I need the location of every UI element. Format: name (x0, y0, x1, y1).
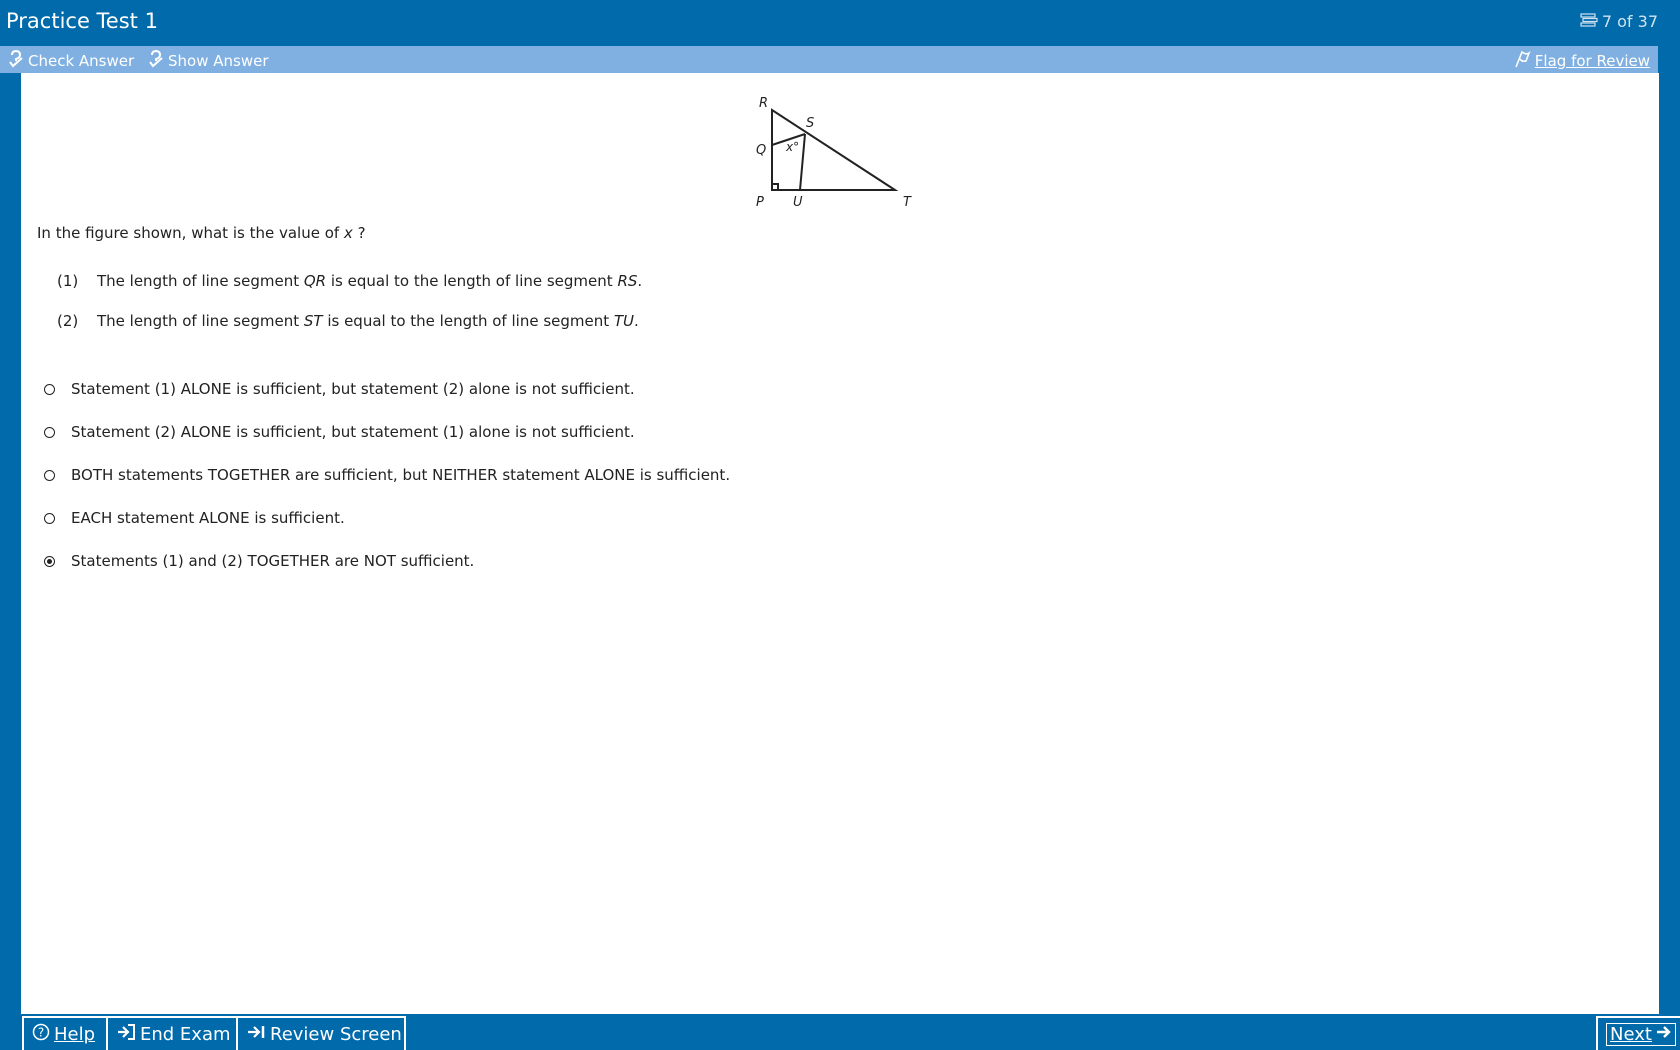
check-answer-icon (8, 50, 24, 72)
flag-for-review-button[interactable] (1513, 50, 1650, 72)
stem-text: In the figure shown, what is the value of (37, 224, 344, 242)
answer-option-e[interactable] (44, 552, 474, 570)
next-button-inner[interactable] (1606, 1023, 1676, 1046)
review-screen-icon (246, 1023, 266, 1046)
question-counter (1580, 12, 1658, 31)
flag-icon (1513, 50, 1531, 72)
title-bar (0, 0, 1680, 45)
radio-button[interactable] (44, 384, 55, 395)
segment-label: RS (617, 272, 638, 290)
label-u: U (793, 195, 803, 210)
statement-number: (1) (57, 272, 79, 290)
show-answer-label: Show Answer (168, 52, 269, 70)
help-icon (32, 1023, 50, 1046)
arrow-right-icon (1656, 1024, 1672, 1045)
statement-text: The length of line segment (97, 312, 304, 330)
stem-suffix: ? (352, 224, 366, 242)
end-exam-button[interactable] (106, 1016, 236, 1050)
statement-2 (57, 312, 639, 330)
answer-option-a[interactable] (44, 380, 635, 398)
statement-text: The length of line segment (97, 272, 304, 290)
statement-number: (2) (57, 312, 79, 330)
statement-text: . (637, 272, 643, 290)
label-s: S (806, 116, 815, 131)
next-button[interactable] (1596, 1016, 1680, 1050)
review-screen-label: Review Screen (270, 1023, 402, 1045)
question-panel (21, 73, 1659, 1014)
label-x-angle: x° (786, 140, 800, 154)
label-q: Q (756, 143, 767, 158)
label-r: R (759, 96, 769, 111)
segment-label: ST (303, 312, 323, 330)
answer-option-d[interactable] (44, 509, 345, 527)
question-list-icon (1580, 12, 1598, 31)
stem-variable: x (343, 224, 353, 242)
statement-text: . (634, 312, 639, 330)
bottom-bar (0, 1014, 1680, 1050)
answer-option-label: Statement (2) ALONE is sufficient, but statement (1) alone is not sufficient. (71, 423, 635, 441)
segment-label: QR (303, 272, 327, 290)
question-stem (37, 224, 366, 242)
toolbar (0, 46, 1658, 73)
end-exam-label: End Exam (140, 1023, 231, 1045)
statement-1 (57, 272, 642, 290)
show-answer-button[interactable] (148, 50, 269, 72)
answer-option-label: Statement (1) ALONE is sufficient, but statement (2) alone is not sufficient. (71, 380, 635, 398)
next-label: Next (1610, 1023, 1652, 1045)
radio-button[interactable] (44, 513, 55, 524)
end-exam-icon (116, 1023, 136, 1046)
svg-text:?: ? (37, 1025, 45, 1039)
check-answer-label: Check Answer (28, 52, 135, 70)
label-t: T (903, 195, 911, 210)
check-answer-button[interactable] (8, 50, 134, 72)
statement-text: is equal to the length of line segment (322, 312, 614, 330)
question-counter-text: 7 of 37 (1601, 12, 1658, 31)
label-p: P (756, 195, 764, 210)
page-title: Practice Test 1 (6, 9, 158, 33)
answer-option-c[interactable] (44, 466, 730, 484)
answer-option-label: BOTH statements TOGETHER are sufficient, but NEITHER statement ALONE is sufficient. (71, 466, 731, 484)
geometry-figure (748, 83, 968, 223)
show-answer-icon (148, 50, 164, 72)
segment-label: TU (613, 312, 635, 330)
help-label: Help (54, 1023, 96, 1045)
answer-option-label: Statements (1) and (2) TOGETHER are NOT sufficient. (71, 552, 475, 570)
answer-option-b[interactable] (44, 423, 635, 441)
radio-button-selected[interactable] (44, 556, 55, 567)
flag-for-review-label: Flag for Review (1534, 52, 1650, 70)
review-screen-button[interactable] (236, 1016, 406, 1050)
radio-button[interactable] (44, 427, 55, 438)
radio-button[interactable] (44, 470, 55, 481)
statement-text: is equal to the length of line segment (326, 272, 618, 290)
answer-option-label: EACH statement ALONE is sufficient. (71, 509, 345, 527)
help-button[interactable] (22, 1016, 106, 1050)
